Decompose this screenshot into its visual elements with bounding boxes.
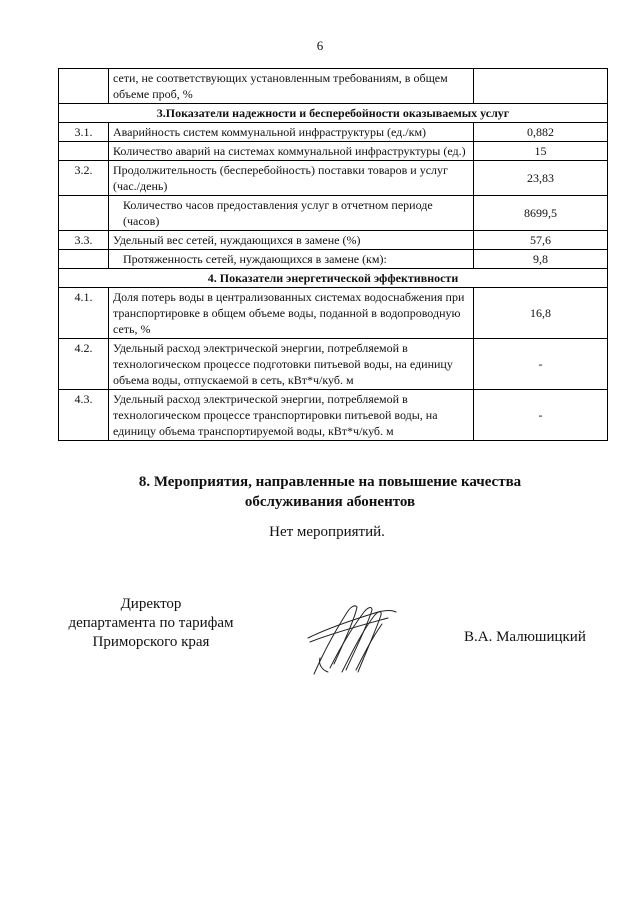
page-number: 6 — [316, 38, 324, 53]
row-value: 15 — [474, 142, 608, 161]
section4-title: 4. Показатели энергетической эффективности — [59, 269, 608, 288]
section-header-row — [59, 104, 608, 123]
row-description: Удельный расход электрической энергии, потребляемой в технологическом процессе транспортировки питьевой воды, на единицу объема транспортируемой воды, кВт*ч/куб. м — [109, 390, 474, 441]
signatory-name: В.А. Малюшицкий — [464, 629, 586, 645]
row-description: Количество часов предоставления услуг в отчетном периоде (часов) — [109, 196, 474, 231]
table-row — [59, 288, 608, 339]
section3-title: 3.Показатели надежности и бесперебойности оказываемых услуг — [59, 104, 608, 123]
table-row — [59, 161, 608, 196]
indicators-table — [58, 68, 608, 441]
row-value: - — [474, 339, 608, 390]
section-header-row — [59, 269, 608, 288]
row-value: 23,83 — [474, 161, 608, 196]
table-row — [59, 196, 608, 231]
table-row — [59, 69, 608, 104]
section8-title-line1: 8. Мероприятия, направленные на повышение качества — [138, 474, 522, 490]
row-number: 4.1. — [59, 288, 109, 339]
row-number — [59, 142, 109, 161]
row-value: - — [474, 390, 608, 441]
signatory-title-line2: департамента по тарифам — [68, 615, 234, 631]
table-row — [59, 339, 608, 390]
section8-body: Нет мероприятий. — [269, 524, 385, 540]
row-value: 16,8 — [474, 288, 608, 339]
row-number: 3.2. — [59, 161, 109, 196]
section8-title — [70, 472, 590, 512]
row-number: 3.1. — [59, 123, 109, 142]
handwritten-signature — [300, 598, 400, 680]
row-number — [59, 69, 109, 104]
signatory-title-line3: Приморского края — [92, 634, 210, 650]
row-description: Аварийность систем коммунальной инфраструктуры (ед./км) — [109, 123, 474, 142]
row-value: 8699,5 — [474, 196, 608, 231]
table-row — [59, 250, 608, 269]
row-description: Продолжительность (бесперебойность) поставки товаров и услуг (час./день) — [109, 161, 474, 196]
row-value: 0,882 — [474, 123, 608, 142]
row-description: сети, не соответствующих установленным требованиям, в общем объеме проб, % — [109, 69, 474, 104]
section8-title-line2: обслуживания абонентов — [244, 494, 416, 510]
row-number: 4.2. — [59, 339, 109, 390]
signatory-title-line1: Директор — [120, 596, 182, 612]
row-value: 9,8 — [474, 250, 608, 269]
row-number: 3.3. — [59, 231, 109, 250]
row-description: Доля потерь воды в централизованных системах водоснабжения при транспортировке в общем объеме воды, поданной в водопроводную сеть, % — [109, 288, 474, 339]
row-number — [59, 250, 109, 269]
row-description: Протяженность сетей, нуждающихся в замене (км): — [109, 250, 474, 269]
table-row — [59, 390, 608, 441]
table-row — [59, 123, 608, 142]
row-value: 57,6 — [474, 231, 608, 250]
table-row — [59, 231, 608, 250]
row-description: Удельный вес сетей, нуждающихся в замене (%) — [109, 231, 474, 250]
row-number: 4.3. — [59, 390, 109, 441]
row-number — [59, 196, 109, 231]
row-description: Количество аварий на системах коммунальной инфраструктуры (ед.) — [109, 142, 474, 161]
row-description: Удельный расход электрической энергии, потребляемой в технологическом процессе подготовки питьевой воды, на единицу объема воды, отпускаемой в сеть, кВт*ч/куб. м — [109, 339, 474, 390]
signatory-title — [56, 595, 246, 652]
table-row — [59, 142, 608, 161]
row-value — [474, 69, 608, 104]
